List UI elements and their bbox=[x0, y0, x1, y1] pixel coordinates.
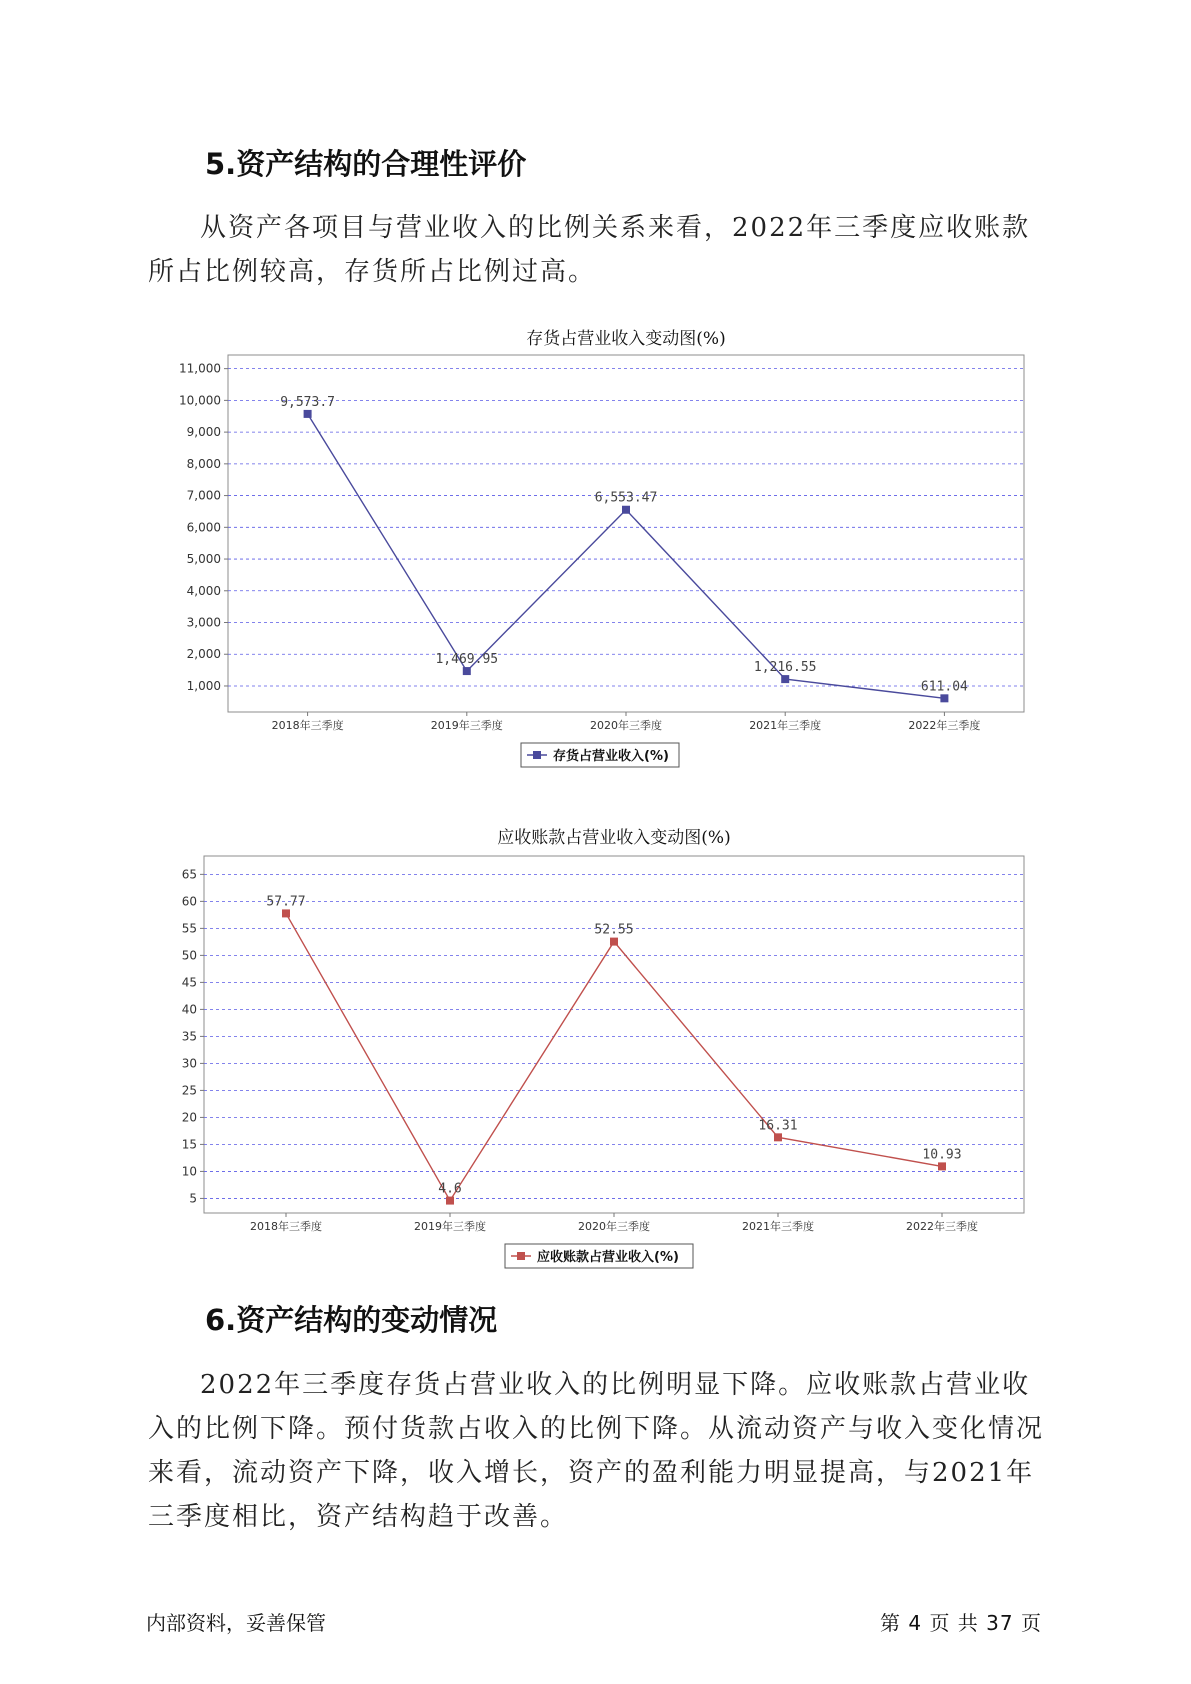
y-tick-label: 50 bbox=[181, 948, 197, 963]
footer-confidential-note: 内部资料，妥善保管 bbox=[146, 1611, 326, 1635]
y-tick-label: 3,000 bbox=[186, 615, 221, 630]
data-label: 16.31 bbox=[758, 1118, 798, 1134]
y-tick-label: 40 bbox=[181, 1002, 197, 1017]
y-tick-label: 6,000 bbox=[186, 520, 221, 535]
data-label: 611.04 bbox=[920, 679, 968, 695]
y-tick-label: 45 bbox=[181, 975, 197, 990]
x-tick-label: 2020年三季度 bbox=[590, 719, 662, 732]
y-tick-label: 10,000 bbox=[179, 393, 221, 408]
x-tick-label: 2021年三季度 bbox=[742, 1220, 814, 1233]
data-label: 1,216.55 bbox=[753, 660, 817, 676]
data-point bbox=[938, 1162, 946, 1170]
section-5-paragraph: 从资产各项目与营业收入的比例关系来看，2022年三季度应收账款所占比例较高，存货所占比例过高。 bbox=[148, 213, 1031, 287]
chart-legend bbox=[505, 1244, 693, 1268]
data-label: 9,573.7 bbox=[280, 394, 335, 410]
x-tick-label: 2018年三季度 bbox=[250, 1220, 322, 1233]
chart-title: 存货占营业收入变动图(%) bbox=[526, 329, 726, 349]
x-tick-label: 2022年三季度 bbox=[908, 719, 981, 732]
y-tick-label: 5 bbox=[189, 1191, 197, 1206]
y-tick-label: 15 bbox=[181, 1137, 197, 1152]
y-tick-label: 2,000 bbox=[186, 647, 221, 662]
chart-title: 应收账款占营业收入变动图(%) bbox=[497, 828, 731, 848]
y-tick-label: 5,000 bbox=[186, 552, 221, 567]
y-tick-label: 25 bbox=[181, 1083, 197, 1098]
y-tick-label: 30 bbox=[181, 1056, 197, 1071]
data-label: 4.6 bbox=[438, 1181, 462, 1197]
data-label: 57.77 bbox=[266, 894, 306, 910]
y-tick-label: 10 bbox=[181, 1164, 197, 1179]
data-point bbox=[282, 909, 290, 917]
y-tick-label: 8,000 bbox=[186, 456, 221, 471]
y-tick-label: 20 bbox=[181, 1110, 197, 1125]
x-tick-label: 2019年三季度 bbox=[414, 1220, 486, 1233]
section-6-title: 6.资产结构的变动情况 bbox=[205, 1303, 498, 1337]
x-tick-label: 2018年三季度 bbox=[271, 719, 344, 732]
data-point bbox=[774, 1133, 782, 1141]
y-tick-label: 9,000 bbox=[186, 425, 221, 440]
y-tick-label: 65 bbox=[181, 867, 197, 882]
y-tick-label: 55 bbox=[181, 921, 197, 936]
legend-label: 应收账款占营业收入(%) bbox=[537, 1250, 679, 1265]
legend-marker bbox=[517, 1252, 525, 1260]
x-tick-label: 2020年三季度 bbox=[578, 1220, 650, 1233]
footer-page-number: 第 4 页 共 37 页 bbox=[880, 1611, 1042, 1635]
x-tick-label: 2022年三季度 bbox=[906, 1220, 978, 1233]
data-label: 1,469.95 bbox=[435, 652, 499, 668]
section-5-title: 5.资产结构的合理性评价 bbox=[205, 147, 527, 181]
data-label: 6,553.47 bbox=[594, 490, 658, 506]
legend-label: 存货占营业收入(%) bbox=[553, 749, 669, 764]
y-tick-label: 60 bbox=[181, 894, 197, 909]
x-tick-label: 2021年三季度 bbox=[749, 719, 822, 732]
x-tick-label: 2019年三季度 bbox=[430, 719, 503, 732]
y-tick-label: 4,000 bbox=[186, 583, 221, 598]
section-6-paragraph: 2022年三季度存货占营业收入的比例明显下降。应收账款占营业收入的比例下降。预付货款占收入的比例下降。从流动资产与收入变化情况来看，流动资产下降，收入增长，资产的盈利能力明显提高，与2021年三季度相比，资产结构趋于改善。 bbox=[148, 1370, 1045, 1532]
data-label: 52.55 bbox=[594, 922, 634, 938]
y-tick-label: 11,000 bbox=[179, 361, 221, 376]
y-tick-label: 7,000 bbox=[186, 488, 221, 503]
data-label: 10.93 bbox=[922, 1147, 962, 1163]
data-point bbox=[610, 938, 618, 946]
y-tick-label: 1,000 bbox=[186, 678, 221, 693]
y-tick-label: 35 bbox=[181, 1029, 197, 1044]
data-point bbox=[446, 1197, 454, 1205]
